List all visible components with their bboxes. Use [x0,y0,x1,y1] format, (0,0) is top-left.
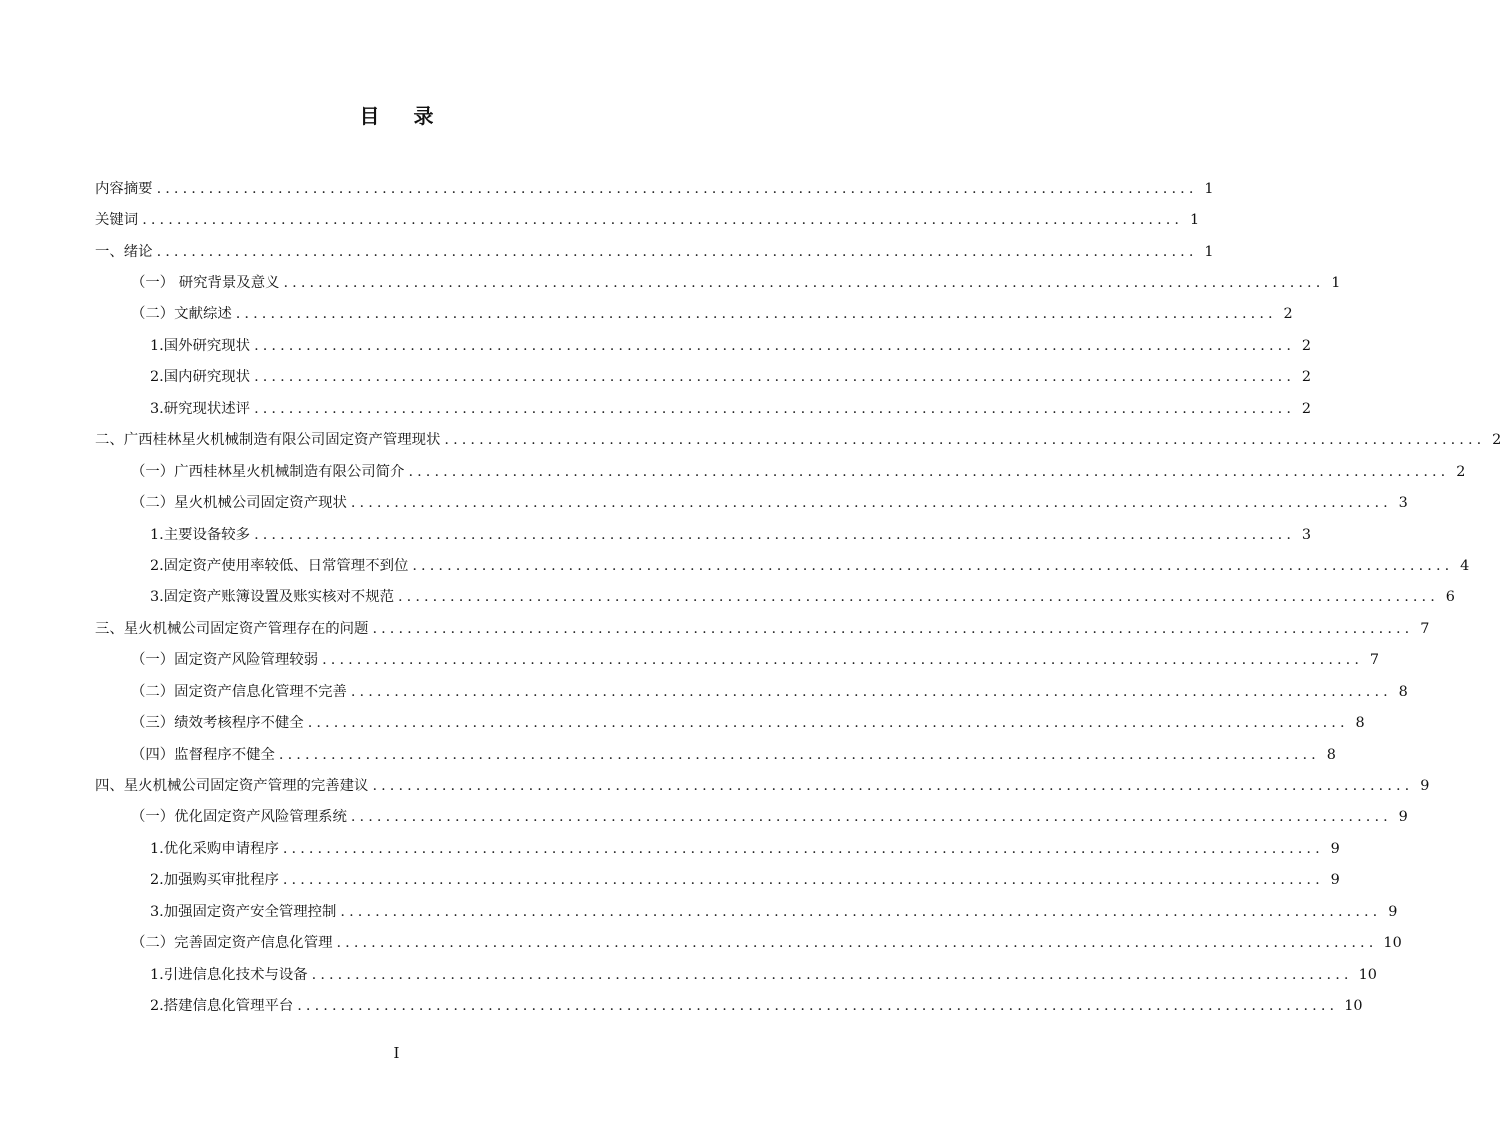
toc-entry-page-number: 7 [1369,652,1380,669]
toc-entry[interactable] [95,299,1293,330]
toc-leader-dots: ........................................................................................................................ [412,557,1454,574]
toc-leader-dots: ........................................................................................................................ [235,306,1277,323]
toc-entry[interactable] [95,802,1408,833]
toc-entry[interactable] [95,645,1380,676]
toc-entry-page-number: 10 [1344,998,1363,1015]
toc-leader-dots: ........................................................................................................................ [350,809,1392,826]
toc-entry[interactable] [95,393,1312,424]
page-title-char-1: 目 [359,104,380,128]
toc-entry-label: （二）星火机械公司固定资产现状 [131,495,347,512]
toc-leader-dots: ........................................................................................................................ [350,683,1392,700]
toc-entry[interactable] [95,456,1466,487]
toc-leader-dots: ........................................................................................................................ [283,275,1325,292]
toc-entry-label: 2.国内研究现状 [150,369,251,386]
toc-entry-page-number: 2 [1456,463,1466,480]
toc-entry-page-number: 4 [1460,557,1470,574]
toc-leader-dots: ........................................................................................................................ [307,715,1349,732]
toc-entry-page-number: 9 [1330,840,1340,857]
toc-entry-page-number: 1 [1204,180,1214,197]
toc-entry-label: （一）优化固定资产风险管理系统 [131,809,347,826]
toc-entry-label: （二）文献综述 [131,306,232,323]
toc-entry[interactable] [95,330,1312,361]
toc-entry-page-number: 2 [1301,400,1312,417]
toc-entry-label: （四）监督程序不健全 [131,746,275,763]
toc-leader-dots: ........................................................................................................................ [156,243,1198,260]
toc-leader-dots: ........................................................................................................................ [297,998,1339,1015]
toc-entry-page-number: 1 [1331,275,1341,292]
toc-entry-label: 关键词 [95,212,139,229]
toc-entry-page-number: 10 [1358,966,1377,983]
toc-entry[interactable] [95,990,1363,1021]
toc-leader-dots: ........................................................................................................................ [350,495,1392,512]
toc-entry[interactable] [95,707,1365,738]
toc-entry-page-number: 3 [1398,495,1408,512]
toc-entry-page-number: 9 [1388,903,1398,920]
toc-entry[interactable] [95,582,1455,613]
toc-entry-page-number: 2 [1283,306,1293,323]
toc-entry[interactable] [95,519,1312,550]
toc-leader-dots: ........................................................................................................................ [372,620,1414,637]
toc-entry[interactable] [95,487,1408,518]
toc-entry-page-number: 9 [1420,778,1430,795]
toc-entry-label: （一） 研究背景及意义 [131,275,280,292]
toc-entry-page-number: 6 [1445,589,1455,606]
toc-entry[interactable] [95,865,1340,896]
toc-entry-label: （二）完善固定资产信息化管理 [131,935,333,952]
toc-entry-label: （一）广西桂林星火机械制造有限公司简介 [131,463,405,480]
toc-entry-page-number: 9 [1330,872,1340,889]
toc-leader-dots: ........................................................................................................................ [282,872,1324,889]
toc-entry-page-number: 7 [1420,620,1430,637]
toc-leader-dots: ........................................................................................................................ [282,840,1324,857]
toc-entry-label: 四、星火机械公司固定资产管理的完善建议 [95,778,369,795]
toc-entry-label: 2.搭建信息化管理平台 [150,998,294,1015]
toc-entry-page-number: 8 [1326,746,1336,763]
toc-leader-dots: ........................................................................................................................ [254,526,1296,543]
toc-entry[interactable] [95,739,1336,770]
toc-leader-dots: ........................................................................................................................ [254,337,1296,354]
toc-entry[interactable] [95,928,1402,959]
page-title [0,104,793,128]
page-footer-number: I [393,1044,400,1062]
toc-entry[interactable] [95,550,1470,581]
toc-entry[interactable] [95,236,1214,267]
toc-entry[interactable] [95,676,1408,707]
toc-entry-page-number: 8 [1355,715,1365,732]
toc-leader-dots: ........................................................................................................................ [444,432,1486,449]
toc-entry[interactable] [95,362,1312,393]
toc-leader-dots: ........................................................................................................................ [336,935,1378,952]
toc-entry[interactable] [95,204,1200,235]
toc-entry-label: 3.加强固定资产安全管理控制 [150,903,337,920]
toc-leader-dots: ........................................................................................................................ [408,463,1450,480]
toc-leader-dots: ........................................................................................................................ [254,400,1296,417]
toc-entry-label: 1.国外研究现状 [150,337,251,354]
toc-entry-label: 内容摘要 [95,180,153,197]
toc-entry[interactable] [95,425,1501,456]
toc-entry[interactable] [95,770,1430,801]
toc-leader-dots: ........................................................................................................................ [254,369,1296,386]
toc-leader-dots: ........................................................................................................................ [340,903,1382,920]
toc-entry-label: 1.主要设备较多 [150,526,251,543]
toc-entry-page-number: 2 [1492,432,1501,449]
toc-leader-dots: ........................................................................................................................ [397,589,1439,606]
table-of-contents [95,173,1501,1022]
toc-entry-page-number: 10 [1383,935,1402,952]
toc-entry-label: 2.加强购买审批程序 [150,872,279,889]
toc-leader-dots: ........................................................................................................................ [322,652,1364,669]
toc-entry-label: （三）绩效考核程序不健全 [131,715,304,732]
toc-entry-label: 1.优化采购申请程序 [150,840,279,857]
toc-entry-label: （一）固定资产风险管理较弱 [131,652,319,669]
toc-entry-label: 2.固定资产使用率较低、日常管理不到位 [150,557,409,574]
toc-entry-page-number: 3 [1301,526,1312,543]
toc-entry-label: 3.固定资产账簿设置及账实核对不规范 [150,589,394,606]
toc-entry-label: 二、广西桂林星火机械制造有限公司固定资产管理现状 [95,432,441,449]
toc-entry[interactable] [95,959,1377,990]
toc-entry-label: 三、星火机械公司固定资产管理存在的问题 [95,620,369,637]
toc-entry[interactable] [95,267,1341,298]
toc-entry-page-number: 1 [1189,212,1200,229]
toc-entry-page-number: 8 [1398,683,1408,700]
toc-entry-page-number: 2 [1301,369,1312,386]
toc-entry[interactable] [95,173,1214,204]
toc-entry-label: 1.引进信息化技术与设备 [150,966,308,983]
toc-entry-label: （二）固定资产信息化管理不完善 [131,683,347,700]
toc-leader-dots: ........................................................................................................................ [311,966,1353,983]
toc-entry[interactable] [95,613,1430,644]
toc-leader-dots: ........................................................................................................................ [278,746,1320,763]
toc-entry-page-number: 1 [1204,243,1214,260]
toc-entry-page-number: 2 [1301,337,1312,354]
toc-leader-dots: ........................................................................................................................ [372,778,1414,795]
page-title-char-2: 录 [413,104,434,128]
toc-leader-dots: ........................................................................................................................ [142,212,1184,229]
toc-entry-label: 3.研究现状述评 [150,400,251,417]
toc-entry[interactable] [95,896,1398,927]
toc-entry-page-number: 9 [1398,809,1408,826]
toc-entry-label: 一、绪论 [95,243,153,260]
toc-leader-dots: ........................................................................................................................ [156,180,1198,197]
toc-entry[interactable] [95,833,1340,864]
